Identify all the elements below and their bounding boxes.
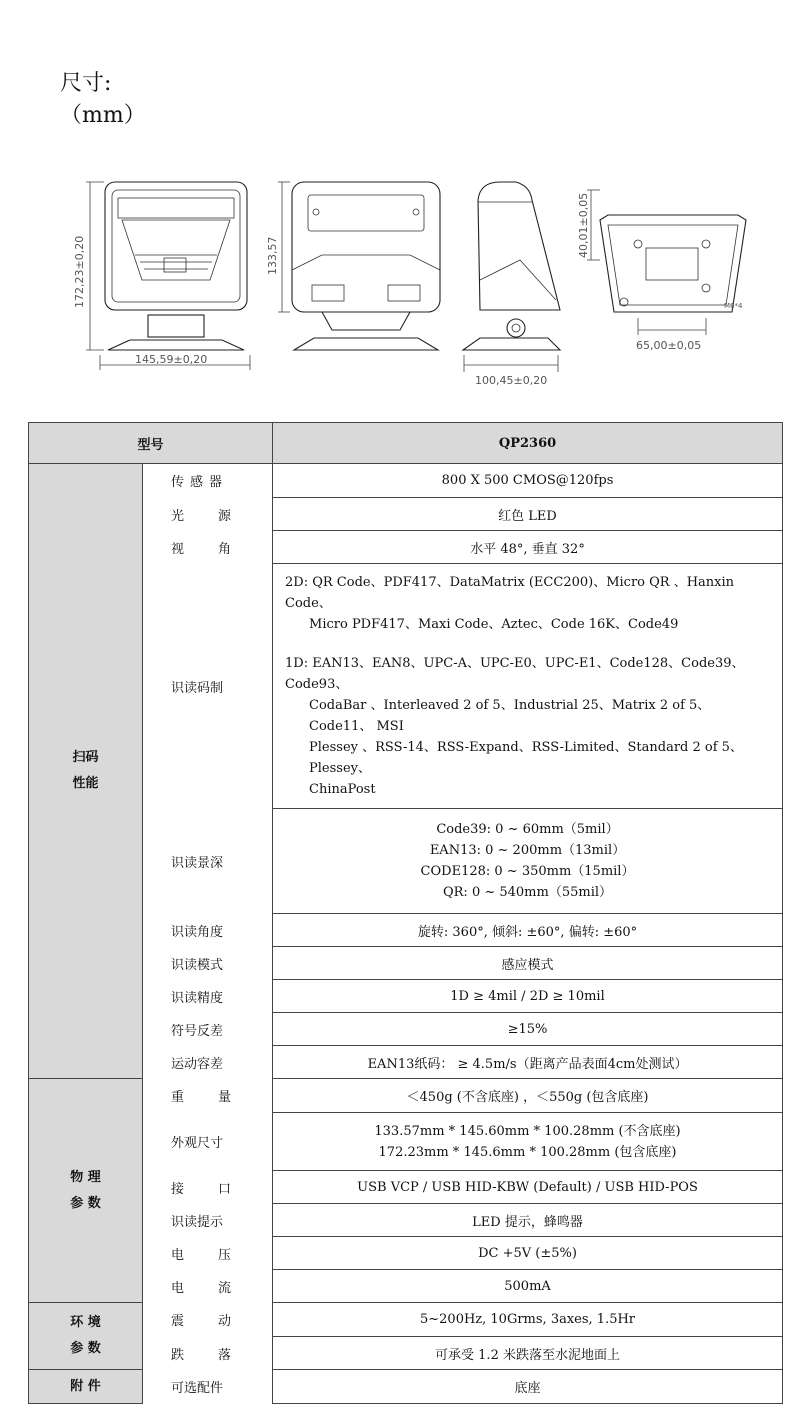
row-label-sensor: 传感器 (143, 464, 273, 498)
table-row (29, 914, 783, 947)
row-label-mode: 识读模式 (143, 947, 273, 980)
row-label-motion: 运动容差 (143, 1046, 273, 1079)
side-view-drawing (463, 182, 560, 387)
table-row (29, 1013, 783, 1046)
row-label-weight: 重量 (143, 1079, 273, 1113)
row-value-interface: USB VCP / USB HID-KBW (Default) / USB HID-POS (273, 1171, 783, 1204)
row-label-precision: 识读精度 (143, 980, 273, 1013)
row-label-current: 电流 (143, 1270, 273, 1303)
table-row (29, 1171, 783, 1204)
side-depth-dim: 100,45±0,20 (475, 374, 548, 387)
row-value-angle: 旋转: 360°, 倾斜: ±60°, 偏转: ±60° (273, 914, 783, 947)
table-row (29, 564, 783, 809)
row-value-size: 133.57mm * 145.60mm * 100.28mm (不含底座) 172.23mm * 145.6mm * 100.28mm (包含底座) (273, 1113, 783, 1171)
table-row (29, 1237, 783, 1270)
row-value-weight: ＜450g (不含底座) ，＜550g (包含底座) (273, 1079, 783, 1113)
front-width-dim: 145,59±0,20 (135, 353, 208, 366)
bottom-view-drawing (577, 190, 746, 352)
model-value: QP2360 (273, 423, 783, 464)
table-row (29, 464, 783, 498)
row-label-voltage: 电压 (143, 1237, 273, 1270)
dimensions-unit: （mm） (60, 103, 146, 128)
row-value-current: 500mA (273, 1270, 783, 1303)
row-value-light: 红色 LED (273, 498, 783, 531)
table-header-row (29, 423, 783, 464)
row-value-mode: 感应模式 (273, 947, 783, 980)
table-row (29, 809, 783, 914)
dimension-drawings (60, 160, 760, 400)
front-view-drawing (73, 182, 250, 370)
row-label-prompt: 识读提示 (143, 1204, 273, 1237)
table-row (29, 1337, 783, 1370)
row-label-drop: 跌落 (143, 1337, 273, 1370)
table-row (29, 1204, 783, 1237)
table-row (29, 1046, 783, 1079)
row-value-contrast: ≥15% (273, 1013, 783, 1046)
front-height-dim: 172,23±0,20 (73, 235, 86, 308)
rear-height-dim: 133,57 (266, 236, 279, 275)
dimensions-title: 尺寸: (60, 71, 112, 96)
table-row (29, 531, 783, 564)
table-row (29, 1079, 783, 1113)
model-label: 型号 (29, 423, 273, 464)
table-row (29, 947, 783, 980)
row-label-symbology: 识读码制 (143, 564, 273, 809)
table-row (29, 498, 783, 531)
row-label-vibration: 震动 (143, 1303, 273, 1337)
row-label-fov: 视角 (143, 531, 273, 564)
row-label-light: 光源 (143, 498, 273, 531)
row-label-angle: 识读角度 (143, 914, 273, 947)
row-value-symbology: 2D: QR Code、PDF417、DataMatrix (ECC200)、Micro QR 、Hanxin Code、 Micro PDF417、Maxi Code、Aztec、Code 16K、Code49 1D: EAN13、EAN8、UPC-A、UPC-E0、UPC-E1、Code128、Code39、Code93、 CodaBar 、Interleaved 2 of 5、Industrial 25、Matrix 2 of 5、Code11、 MSI Plessey 、RSS-14、RSS-Expand、RSS-Limited、Standard 2 of 5、Plessey、 ChinaPost (273, 564, 783, 809)
table-row (29, 1303, 783, 1337)
row-value-motion: EAN13纸码： ≥ 4.5m/s（距离产品表面4cm处测试） (273, 1046, 783, 1079)
table-row (29, 980, 783, 1013)
rear-view-drawing (266, 182, 440, 350)
section-env-title: 环 境 参 数 (29, 1303, 143, 1370)
spec-table (28, 422, 783, 1404)
row-value-dof: Code39: 0 ~ 60mm（5mil） EAN13: 0 ~ 200mm（13mil） CODE128: 0 ~ 350mm（15mil） QR: 0 ~ 540mm（55mil） (273, 809, 783, 914)
row-value-prompt: LED 提示，蜂鸣器 (273, 1204, 783, 1237)
row-label-optional: 可选配件 (143, 1370, 273, 1404)
section-accessory-title: 附 件 (29, 1370, 143, 1404)
row-label-interface: 接口 (143, 1171, 273, 1204)
row-value-drop: 可承受 1.2 米跌落至水泥地面上 (273, 1337, 783, 1370)
bottom-width-dim: 65,00±0,05 (636, 339, 702, 352)
row-label-contrast: 符号反差 (143, 1013, 273, 1046)
table-row (29, 1113, 783, 1171)
row-label-dof: 识读景深 (143, 809, 273, 914)
row-value-fov: 水平 48°, 垂直 32° (273, 531, 783, 564)
row-value-vibration: 5~200Hz, 10Grms, 3axes, 1.5Hr (273, 1303, 783, 1337)
section-physical-title: 物 理 参 数 (29, 1079, 143, 1303)
row-label-size: 外观尺寸 (143, 1113, 273, 1171)
table-row (29, 1370, 783, 1404)
table-row (29, 1270, 783, 1303)
section-scan-title: 扫码 性能 (29, 464, 143, 1079)
row-value-voltage: DC +5V (±5%) (273, 1237, 783, 1270)
screw-label: M6*4 (724, 302, 743, 310)
row-value-sensor: 800 X 500 CMOS@120fps (273, 464, 783, 498)
bottom-height-dim: 40,01±0,05 (577, 192, 590, 258)
row-value-precision: 1D ≥ 4mil / 2D ≥ 10mil (273, 980, 783, 1013)
row-value-optional: 底座 (273, 1370, 783, 1404)
